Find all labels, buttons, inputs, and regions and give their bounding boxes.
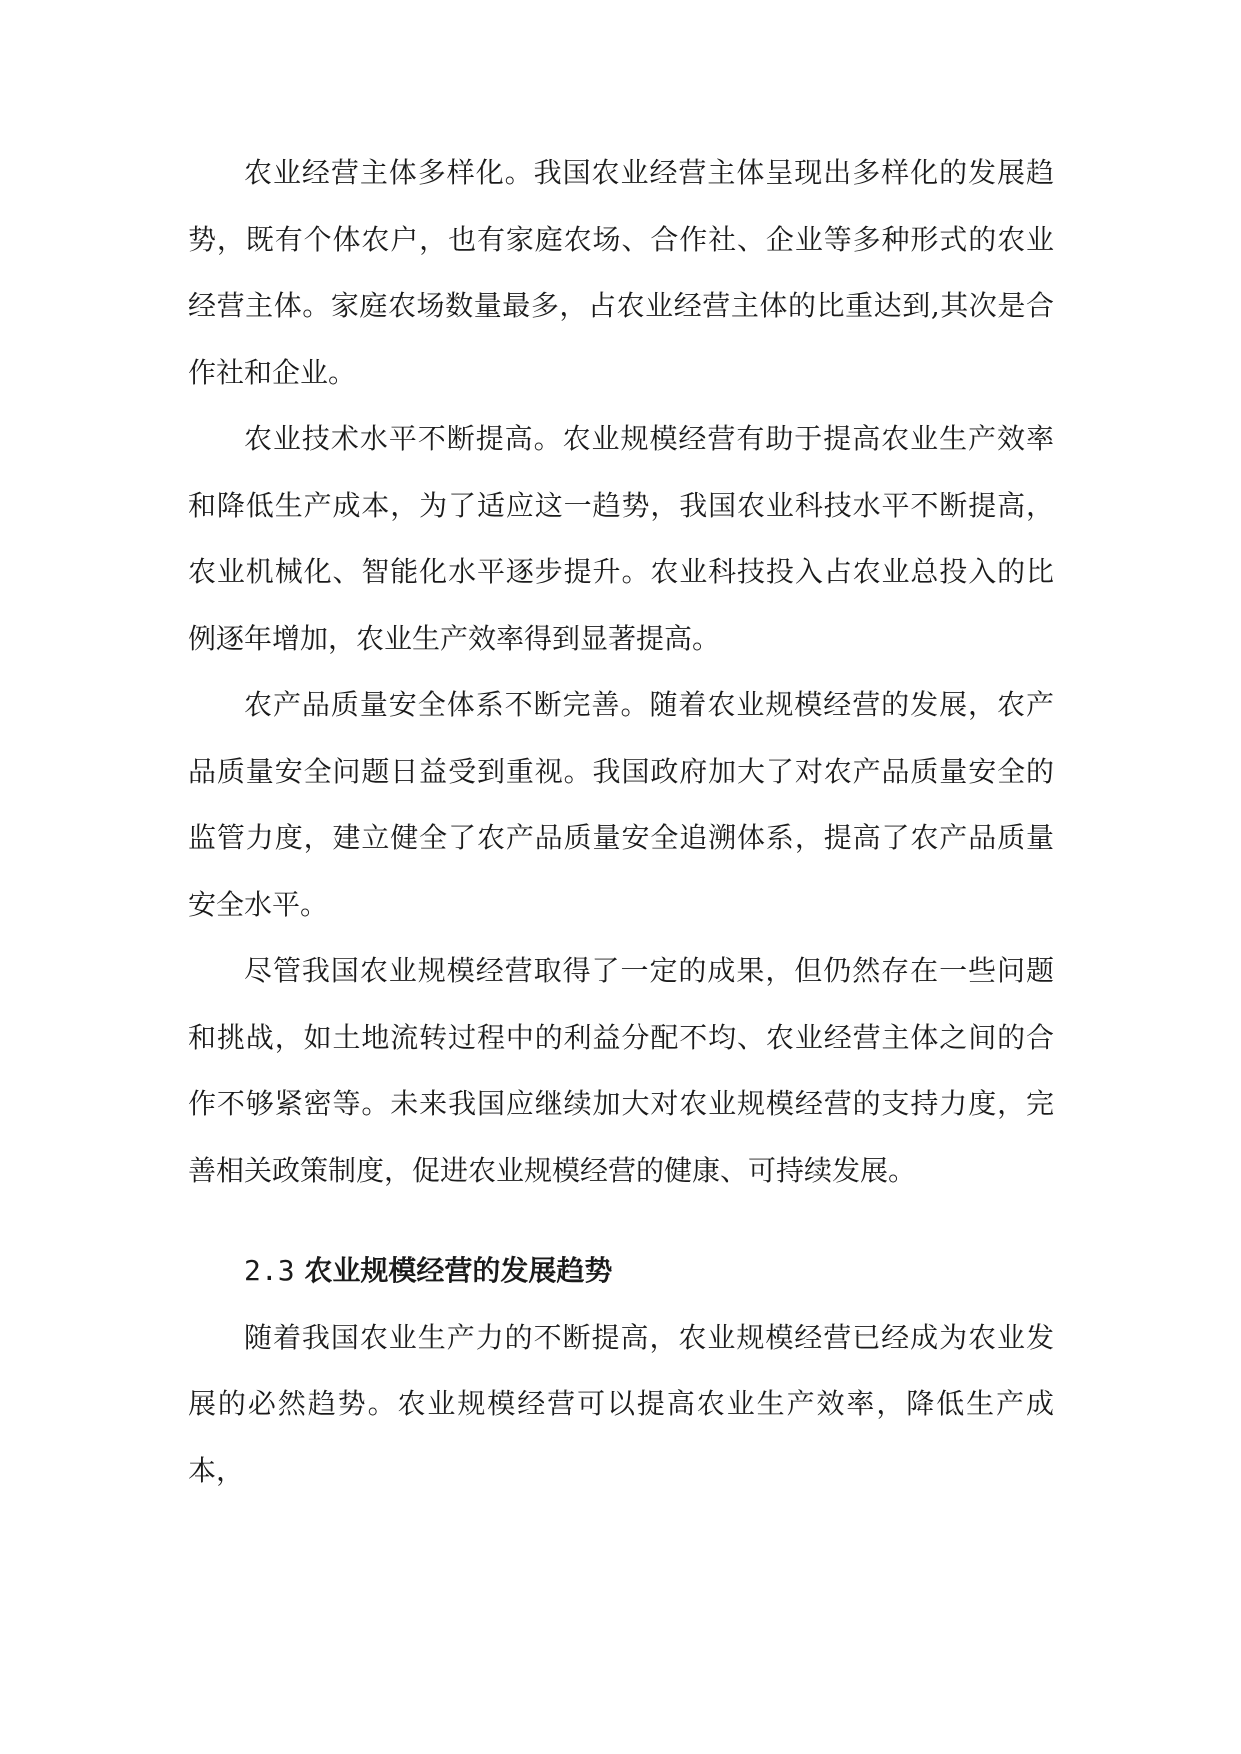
section-title: 农业规模经营的发展趋势 — [304, 1254, 613, 1287]
paragraph-development-trend: 随着我国农业生产力的不断提高，农业规模经营已经成为农业发展的必然趋势。农业规模经营可以提高农业生产效率，降低生产成本， — [188, 1320, 1054, 1487]
paragraph-operating-entities: 农业经营主体多样化。我国农业经营主体呈现出多样化的发展趋势，既有个体农户，也有家庭农场、合作社、企业等多种形式的农业经营主体。家庭农场数量最多，占农业经营主体的比重达到,其次是合作社和企业。 — [188, 156, 1054, 389]
paragraph-problems-challenges: 尽管我国农业规模经营取得了一定的成果，但仍然存在一些问题和挑战，如土地流转过程中的利益分配不均、农业经营主体之间的合作不够紧密等。未来我国应继续加大对农业规模经营的支持力度，完善相关政策制度，促进农业规模经营的健康、可持续发展。 — [188, 954, 1054, 1187]
paragraph-quality-safety: 农产品质量安全体系不断完善。随着农业规模经营的发展，农产品质量安全问题日益受到重视。我国政府加大了对农产品质量安全的监管力度，建立健全了农产品质量安全追溯体系，提高了农产品质量安全水平。 — [188, 688, 1054, 921]
paragraph-technology-level: 农业技术水平不断提高。农业规模经营有助于提高农业生产效率和降低生产成本，为了适应这一趋势，我国农业科技水平不断提高，农业机械化、智能化水平逐步提升。农业科技投入占农业总投入的比例逐年增加，农业生产效率得到显著提高。 — [188, 422, 1054, 655]
section-number: 2.3 — [244, 1254, 295, 1287]
document-body — [188, 140, 1054, 1504]
section-heading — [188, 1238, 1054, 1305]
